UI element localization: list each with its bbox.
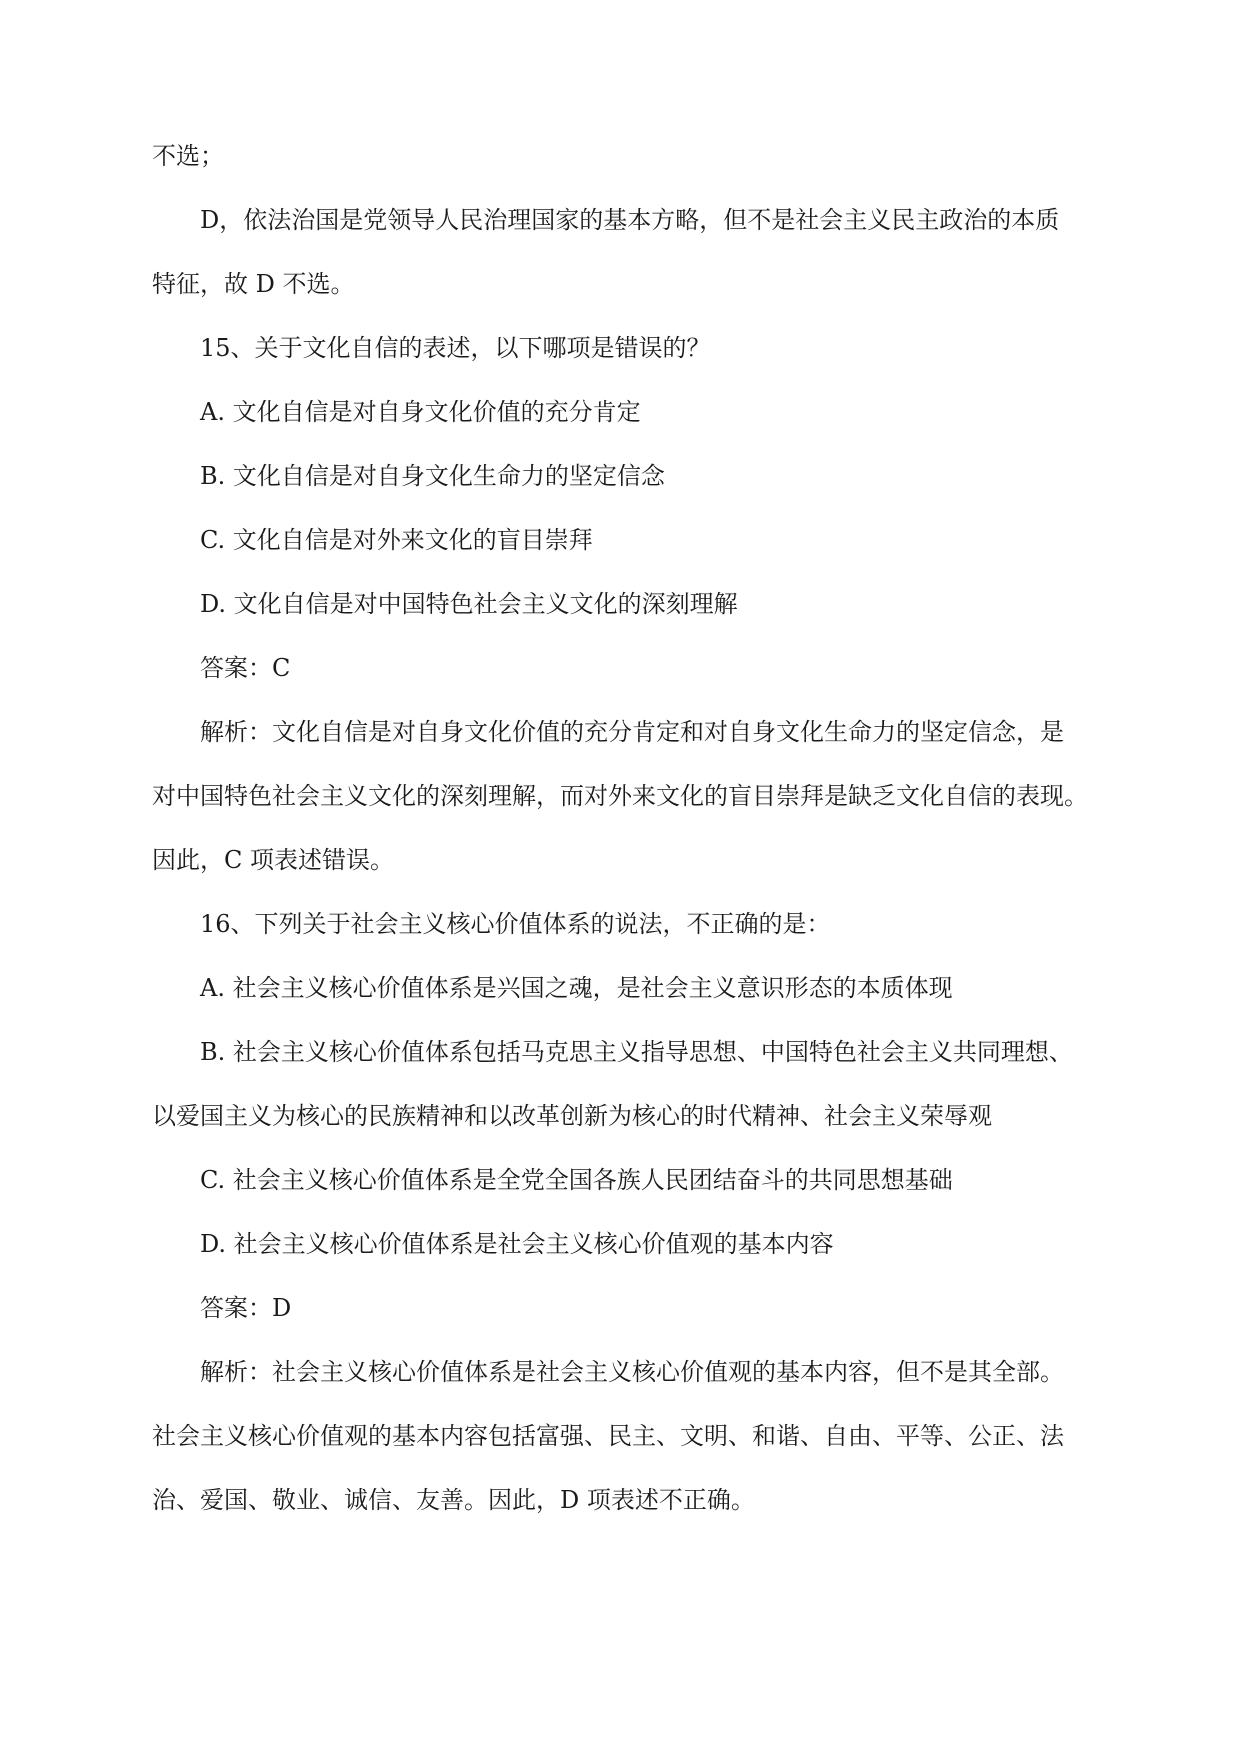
q16-option-c: C. 社会主义核心价值体系是全党全国各族人民团结奋斗的共同思想基础: [200, 1166, 953, 1194]
q15-answer: 答案：C: [200, 654, 291, 682]
q16-option-b: B. 社会主义核心价值体系包括马克思主义指导思想、中国特色社会主义共同理想、: [200, 1038, 1073, 1066]
q16-explanation: 解析：社会主义核心价值体系是社会主义核心价值观的基本内容，但不是其全部。: [200, 1358, 1064, 1386]
explanation-option-d-cont: 特征，故 D 不选。: [152, 270, 355, 298]
q15-option-b: B. 文化自信是对自身文化生命力的坚定信念: [200, 462, 665, 490]
explanation-option-d: D，依法治国是党领导人民治理国家的基本方略，但不是社会主义民主政治的本质: [200, 206, 1060, 234]
q16-answer: 答案：D: [200, 1294, 292, 1322]
q15-option-c: C. 文化自信是对外来文化的盲目崇拜: [200, 526, 593, 554]
question-16: 16、下列关于社会主义核心价值体系的说法，不正确的是：: [200, 910, 831, 938]
q16-explanation-cont-1: 社会主义核心价值观的基本内容包括富强、民主、文明、和谐、自由、平等、公正、法: [152, 1422, 1064, 1450]
q15-explanation-cont-1: 对中国特色社会主义文化的深刻理解，而对外来文化的盲目崇拜是缺乏文化自信的表现。: [152, 782, 1088, 810]
q15-explanation-cont-2: 因此，C 项表述错误。: [152, 846, 394, 874]
q15-explanation: 解析：文化自信是对自身文化价值的充分肯定和对自身文化生命力的坚定信念，是: [200, 718, 1064, 746]
continuation-line: 不选；: [152, 142, 224, 170]
q16-explanation-cont-2: 治、爱国、敬业、诚信、友善。因此，D 项表述不正确。: [152, 1486, 755, 1514]
q15-option-d: D. 文化自信是对中国特色社会主义文化的深刻理解: [200, 590, 738, 618]
q16-option-a: A. 社会主义核心价值体系是兴国之魂，是社会主义意识形态的本质体现: [200, 974, 953, 1002]
q15-option-a: A. 文化自信是对自身文化价值的充分肯定: [200, 398, 641, 426]
q16-option-d: D. 社会主义核心价值体系是社会主义核心价值观的基本内容: [200, 1230, 834, 1258]
question-15: 15、关于文化自信的表述，以下哪项是错误的？: [200, 334, 711, 362]
q16-option-b-cont: 以爱国主义为核心的民族精神和以改革创新为核心的时代精神、社会主义荣辱观: [152, 1102, 992, 1130]
